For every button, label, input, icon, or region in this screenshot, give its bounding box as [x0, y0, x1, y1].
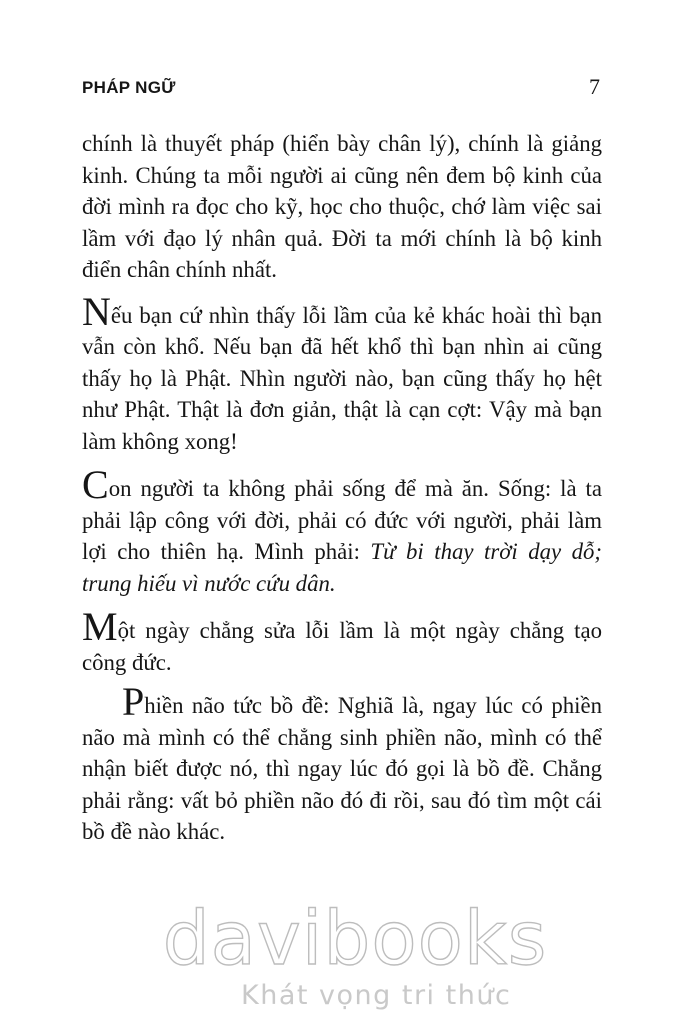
watermark: [145, 896, 565, 1011]
paragraph-text: ếu bạn cứ nhìn thấy lỗi lầm của kẻ khác hoài thì bạn vẫn còn khổ. Nếu bạn đã hết khổ thì bạn nhìn ai cũng thấy họ là Phật. Nhìn người nào, bạn cũng thấy họ hệt như Phật. Thật là đơn giản, thật là cạn cợt: Vậy mà bạn làm không xong!: [82, 302, 602, 454]
paragraph-text: chính là thuyết pháp (hiển bày chân lý), chính là giảng kinh. Chúng ta mỗi người ai cũng nên đem bộ kinh của đời mình ra đọc cho kỹ, học cho thuộc, chớ làm việc sai lầm với đạo lý nhân quả. Đời ta mới chính là bộ kinh điển chân chính nhất.: [82, 131, 602, 282]
paragraph-text: on người ta không phải sống để mà ăn. Sống: là ta phải lập công với đời, phải có đức với người, phải làm lợi cho thiên hạ. Mình phải:: [82, 476, 602, 564]
drop-cap: P: [122, 679, 145, 724]
drop-cap: M: [82, 604, 118, 649]
paragraph: [82, 288, 602, 458]
paragraph: [82, 128, 602, 286]
paragraph: [82, 679, 602, 848]
paragraph-text: ột ngày chẳng sửa lỗi lầm là một ngày chẳng tạo công đức.: [82, 618, 602, 675]
chapter-title: PHÁP NGỮ: [82, 78, 176, 97]
paragraph: [82, 604, 602, 678]
watermark-tagline: Khát vọng tri thức: [241, 980, 512, 1011]
paragraph: [82, 462, 602, 599]
running-header: [82, 74, 600, 108]
watermark-logo: davibooks: [162, 896, 548, 982]
drop-cap: C: [82, 462, 109, 507]
italic-quote: Từ bi thay trời dạy dỗ; trung hiếu vì nước cứu dân.: [82, 539, 602, 596]
page-number: 7: [589, 74, 600, 99]
drop-cap: N: [82, 288, 111, 334]
page-body: [82, 128, 602, 848]
paragraph-text: hiền não tức bồ đề: Nghiã là, ngay lúc có phiền não mà mình có thể chẳng sinh phiền não, mình có thể nhận biết được nó, thì ngay lúc đó gọi là bồ đề. Chẳng phải rằng: vất bỏ phiền não đó đi rồi, sau đó tìm một cái bồ đề nào khác.: [82, 693, 602, 844]
